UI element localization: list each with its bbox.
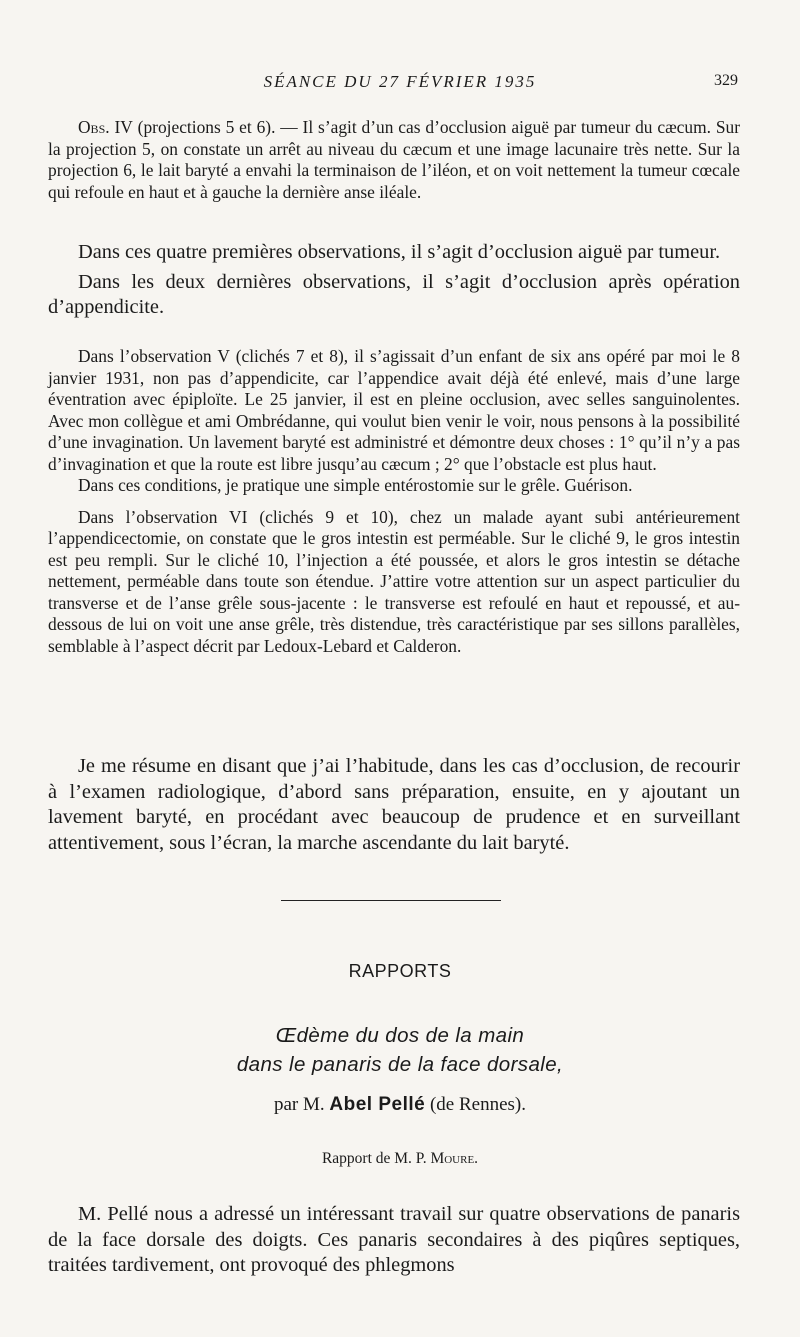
running-title: SÉANCE DU 27 FÉVRIER 1935 bbox=[263, 72, 537, 91]
obs-iv-paragraph bbox=[48, 117, 740, 203]
report-prefix: Rapport de M. P. bbox=[321, 1150, 431, 1167]
page-number: 329 bbox=[714, 72, 738, 89]
opening-paragraph-block bbox=[48, 1202, 740, 1279]
byline-prefix: par M. bbox=[273, 1094, 330, 1115]
paragraph-obs-v: Dans l’observation V (clichés 7 et 8), il s’agissait d’un enfant de six ans opéré par moi le 8 janvier 1931, non pas d’appendicite, car l’appendice avait déjà été enlevé, mais d’une large éventration avec épiploïte. Le 25 janvier, il est en pleine occlusion, avec selles sanguinolentes. Avec mon collègue et ami Ombrédanne, qui voulut bien venir le voir, nous pensons à la possibilité d’une invagination. Un lavement baryté est administré et démontre deux choses : 1° qu’il n’y a pas d’invagination et que la route est libre jusqu’au cæcum ; 2° que l’obstacle est plus haut. bbox=[48, 346, 740, 474]
obs-iv-lead: Obs. IV bbox=[78, 117, 133, 137]
byline bbox=[0, 1094, 800, 1116]
report-author: Moure bbox=[430, 1150, 475, 1167]
paragraph-opening: M. Pellé nous a adressé un intéressant travail sur quatre observations de panaris de la face dorsale des doigts. Ces panaris secondaires à des piqûres septiques, traitées tardivement, ont provoqué des phlegmons bbox=[48, 1203, 740, 1276]
report-attribution bbox=[0, 1150, 800, 1168]
article-title-line-1: Œdème du dos de la main bbox=[275, 1024, 525, 1047]
paragraph-last-two: Dans les deux dernières observations, il s’agit d’occlusion après opération d’appendicite. bbox=[48, 270, 740, 318]
paragraph-first-four: Dans ces quatre premières observations, il s’agit d’occlusion aiguë par tumeur. bbox=[78, 241, 721, 263]
small-paragraphs-block bbox=[48, 346, 740, 657]
byline-suffix: (de Rennes). bbox=[425, 1094, 526, 1115]
section-heading: RAPPORTS bbox=[348, 961, 452, 981]
byline-author: Abel Pellé bbox=[329, 1094, 426, 1115]
paragraph-obs-vi: Dans l’observation VI (clichés 9 et 10), chez un malade ayant subi antérieurement l’appendicectomie, on constate que le gros intestin est perméable. Sur le cliché 9, le gros intestin est peu rempli. Sur le cliché 10, l’injection a été poussée, et alors le gros intestin se détache nettement, perméable dans toute son étendue. J’attire votre attention sur un aspect particulier du transverse et de l’anse grêle sous-jacente : le transverse est refoulé en haut et repoussé, et au-dessous de lui on voit une anse grêle, très distendue, très caractéristique par ses sillons parallèles, semblable à l’aspect décrit par Ledoux-Lebard et Calderon. bbox=[48, 506, 740, 656]
paragraph-summary: Je me résume en disant que j’ai l’habitude, dans les cas d’occlusion, de recourir à l’examen radiologique, d’abord sans préparation, ensuite, en y ajoutant un lavement baryté, en procédant avec beaucoup de prudence et en surveillant attentivement, sous l’écran, la marche ascendante du lait baryté. bbox=[48, 755, 740, 854]
summary-paragraph-block bbox=[48, 754, 740, 856]
running-head bbox=[0, 72, 800, 96]
large-paragraphs-block-1 bbox=[48, 240, 740, 321]
obs-iv-text: (projections 5 et 6). — Il s’agit d’un cas d’occlusion aiguë par tumeur du cæcum. Sur la projection 5, on constate un arrêt au niveau du cæcum et une image lacunaire très nette. Sur la projection 6, le lait baryté a envahi la terminaison de l’iléon, et on voit nettement la tumeur cœcale qui refoule en haut et à gauche la dernière anse iléale. bbox=[48, 117, 740, 202]
article-title-line-2: dans le panaris de la face dorsale, bbox=[236, 1053, 564, 1076]
section-divider bbox=[281, 900, 501, 901]
article-title bbox=[0, 1021, 800, 1079]
paragraph-conditions: Dans ces conditions, je pratique une simple entérostomie sur le grêle. Guérison. bbox=[78, 475, 633, 495]
report-suffix: . bbox=[474, 1150, 479, 1167]
